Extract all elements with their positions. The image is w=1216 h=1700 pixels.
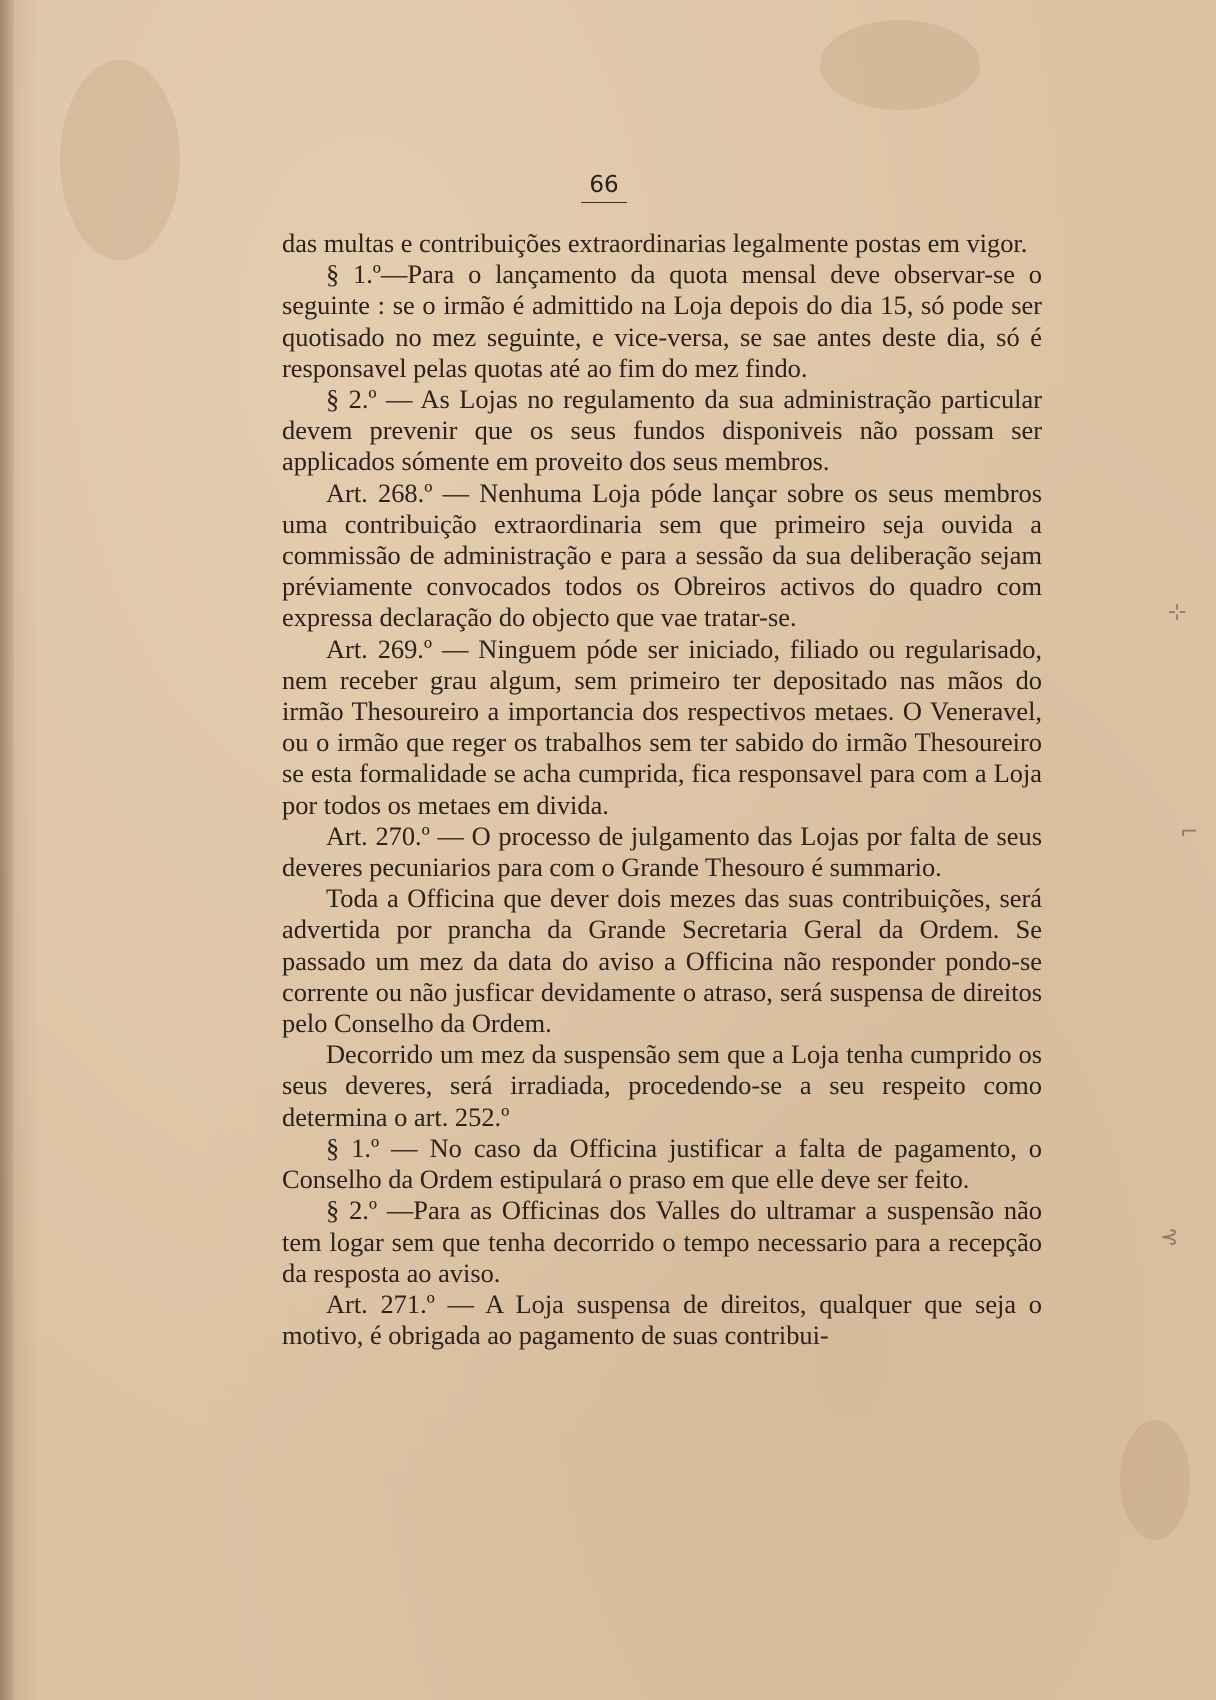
paragraph-section-2: § 2.º — As Lojas no regulamento da sua administração particular devem prevenir que os seus fundos disponiveis não possam ser applicados sómente em proveito dos seus membros. [282,384,1042,477]
paper-stain [1120,1420,1190,1540]
paragraph-article-270-section-2: § 2.º —Para as Officinas dos Valles do ultramar a suspensão não tem logar sem que tenha decorrido o tempo necessario para a recepção da resposta ao aviso. [282,1195,1042,1288]
paragraph-article-271: Art. 271.º — A Loja suspensa de direitos, qualquer que seja o motivo, é obrigada ao pagamento de suas contribui- [282,1288,1042,1351]
body-text [282,228,1042,1351]
margin-pencil-mark: ⊰ [1160,1225,1179,1250]
margin-pencil-mark: ⌐ [1180,820,1199,845]
paragraph-continuation: das multas e contribuições extraordinarias legalmente postas em vigor. [282,228,1028,258]
paragraph-article-269: Art. 269.º — Ninguem póde ser iniciado, filiado ou regularisado, nem receber grau algum, sem primeiro ter depositado nas mãos do irmão Thesoureiro a importancia dos respectivos metaes. O Veneravel, ou o irmão que reger os trabalhos sem ter sabido do irmão Thesoureiro se esta formalidade se acha cumprida, fica responsavel para com a Loja por todos os metaes em divida. [282,633,1042,820]
paragraph-officina-default: Toda a Officina que dever dois mezes das suas contribuições, será advertida por prancha da Grande Secretaria Geral da Ordem. Se passado um mez da data do aviso a Officina não responder pondo-se corrente ou não jusficar devidamente o atraso, será suspensa de direitos pelo Conselho da Ordem. [282,883,1042,1039]
margin-pencil-mark: ⊹ [1168,600,1187,625]
page-number: 66 [581,172,626,203]
page-edge [0,0,14,1700]
paragraph-section-1: § 1.º—Para o lançamento da quota mensal deve observar-se o seguinte : se o irmão é admittido na Loja depois do dia 15, só pode ser quotisado no mez seguinte, e vice-versa, se sae antes deste dia, só é responsavel pelas quotas até ao fim do mez findo. [282,259,1042,383]
paper-stain [820,20,980,110]
page-header [0,172,1216,203]
paragraph-irradiation: Decorrido um mez da suspensão sem que a Loja tenha cumprido os seus deveres, será irradiada, procedendo-se a seu respeito como determina o art. 252.º [282,1039,1042,1132]
paper-stain [60,60,180,260]
paragraph-article-270: Art. 270.º — O processo de julgamento das Lojas por falta de seus deveres pecuniarios para com o Grande Thesouro é summario. [282,820,1042,883]
paragraph-article-268: Art. 268.º — Nenhuma Loja póde lançar sobre os seus membros uma contribuição extraordinaria sem que primeiro seja ouvida a commissão de administração e para a sessão da sua deliberação sejam préviamente convocados todos os Obreiros activos do quadro com expressa declaração do objecto que vae tratar-se. [282,477,1042,633]
paragraph-article-270-section-1: § 1.º — No caso da Officina justificar a falta de pagamento, o Conselho da Ordem estipulará o praso em que elle deve ser feito. [282,1132,1042,1195]
